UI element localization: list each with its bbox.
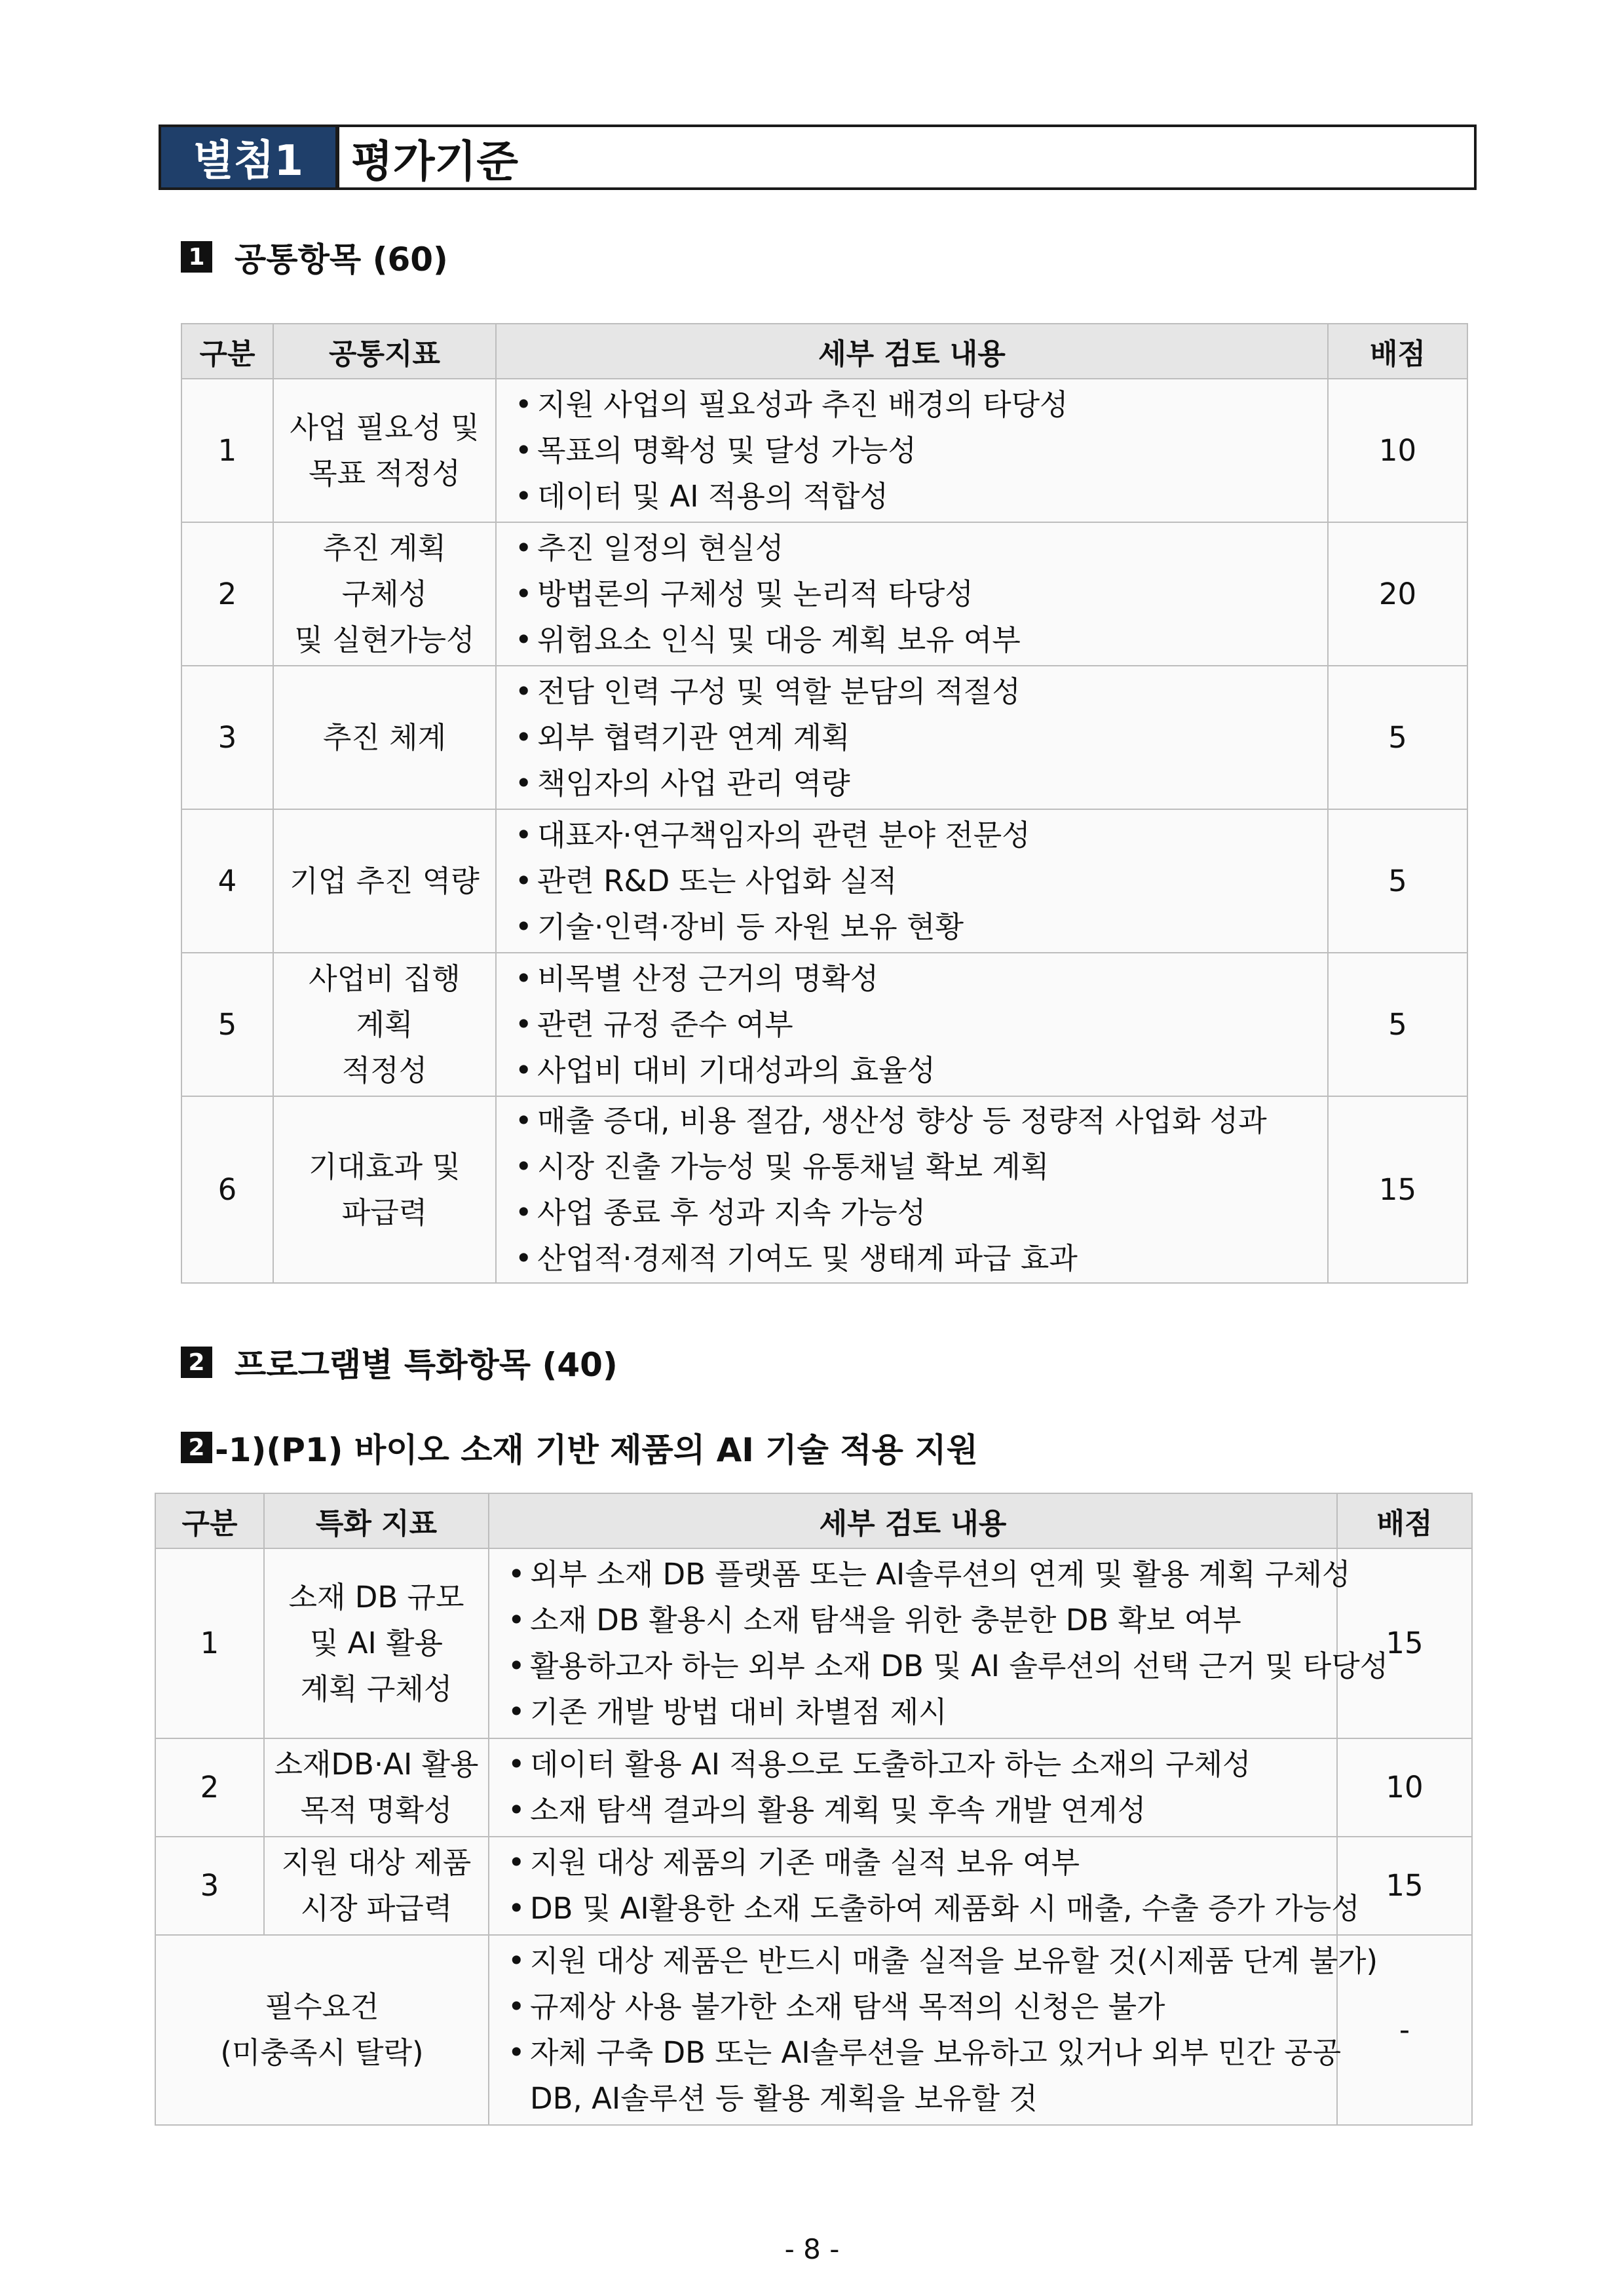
common-items-table <box>181 323 1468 1284</box>
details-cell <box>496 1096 1328 1283</box>
detail-line <box>508 2076 1332 2122</box>
bullet-icon: • <box>508 1989 525 2024</box>
bullet-icon: • <box>515 1103 533 1138</box>
detail-line <box>515 1098 1323 1144</box>
detail-text: 방법론의 구체성 및 논리적 타당성 <box>537 576 973 611</box>
page-number: - 8 - <box>784 2233 840 2265</box>
bullet-icon: • <box>515 1240 533 1276</box>
score-cell: 15 <box>1337 1548 1472 1738</box>
bullet-icon: • <box>515 1195 533 1230</box>
detail-text: DB, AI솔루션 등 활용 계획을 보유할 것 <box>530 2081 1038 2116</box>
bullet-icon: • <box>508 1793 525 1827</box>
indicator-cell <box>273 522 496 666</box>
detail-line <box>515 382 1323 428</box>
detail-line <box>508 1598 1332 1643</box>
detail-line <box>515 1190 1323 1236</box>
column-header: 세부 검토 내용 <box>489 1493 1337 1548</box>
row-number: 5 <box>181 953 273 1096</box>
detail-text: 추진 일정의 현실성 <box>537 530 784 565</box>
indicator-line: 구체성 <box>341 576 428 611</box>
bullet-icon: • <box>508 1891 525 1926</box>
bullet-icon: • <box>515 478 533 514</box>
indicator-line: 추진 계획 <box>322 530 447 565</box>
table-row <box>155 1837 1472 1935</box>
score-cell: 15 <box>1337 1837 1472 1935</box>
detail-line <box>515 813 1323 858</box>
bullet-icon: • <box>508 1649 525 1683</box>
detail-text: 규제상 사용 불가한 소재 탐색 목적의 신청은 불가 <box>530 1989 1165 2024</box>
table-header-row <box>181 324 1467 379</box>
indicator-cell <box>273 953 496 1096</box>
detail-text: 지원 사업의 필요성과 추진 배경의 타당성 <box>537 387 1068 422</box>
row-number: 6 <box>181 1096 273 1283</box>
column-header: 공통지표 <box>273 324 496 379</box>
indicator-line: 및 AI 활용 <box>309 1626 444 1660</box>
detail-line <box>508 1552 1351 1598</box>
indicator-line: 적정성 <box>341 1052 428 1088</box>
bullet-icon: • <box>515 530 533 565</box>
special-items-table <box>155 1493 1473 2126</box>
details-cell <box>496 666 1328 809</box>
requirement-row <box>155 1935 1472 2125</box>
score-cell: 20 <box>1328 522 1467 666</box>
detail-line <box>515 715 1323 761</box>
bullet-icon: • <box>515 622 533 657</box>
section1-title: 공통항목 (60) <box>235 240 448 278</box>
detail-line <box>515 526 1323 571</box>
column-header: 구분 <box>155 1493 264 1548</box>
detail-line <box>508 1938 1378 1984</box>
detail-line <box>508 1788 1332 1833</box>
column-header: 구분 <box>181 324 273 379</box>
details-cell <box>496 809 1328 953</box>
detail-text: 전담 인력 구성 및 역할 분담의 적절성 <box>537 674 1021 709</box>
row-number: 4 <box>181 809 273 953</box>
attachment-header <box>159 124 1477 190</box>
indicator-cell <box>273 1096 496 1283</box>
detail-line <box>515 1144 1323 1190</box>
bullet-icon: • <box>515 909 533 944</box>
detail-text: 비목별 산정 근거의 명확성 <box>537 961 879 996</box>
bullet-icon: • <box>508 1943 525 1978</box>
detail-line <box>515 428 1323 474</box>
bullet-icon: • <box>515 1006 533 1042</box>
indicator-cell <box>264 1837 489 1935</box>
table-row <box>181 1096 1467 1283</box>
indicator-line: 계획 <box>356 1006 413 1042</box>
detail-text: DB 및 AI활용한 소재 도출하여 제품화 시 매출, 수출 증가 가능성 <box>530 1891 1360 1926</box>
column-header: 배점 <box>1337 1493 1472 1548</box>
detail-line <box>508 2030 1342 2076</box>
indicator-line: 소재 DB 규모 <box>288 1580 464 1615</box>
bullet-icon: • <box>508 1557 525 1592</box>
score-cell: 5 <box>1328 666 1467 809</box>
indicator-line: 기업 추진 역량 <box>290 863 480 898</box>
section2-1-number-badge: 2 <box>181 1432 212 1463</box>
score-cell: 10 <box>1328 379 1467 522</box>
row-number: 2 <box>155 1738 264 1837</box>
section2-1-title: -1)(P1) 바이오 소재 기반 제품의 AI 기술 적용 지원 <box>215 1431 978 1469</box>
bullet-icon: • <box>515 576 533 611</box>
column-header: 배점 <box>1328 324 1467 379</box>
row-number: 1 <box>155 1548 264 1738</box>
table-row <box>181 953 1467 1096</box>
detail-line <box>515 1002 1323 1048</box>
indicator-line: 소재DB·AI 활용 <box>274 1747 479 1782</box>
detail-line <box>508 1742 1332 1788</box>
section2-heading <box>181 1339 618 1386</box>
details-cell <box>489 1548 1389 1738</box>
score-cell: 5 <box>1328 953 1467 1096</box>
indicator-line: 사업 필요성 및 <box>290 410 480 445</box>
bullet-icon: • <box>508 1747 525 1782</box>
score-cell: 5 <box>1328 809 1467 953</box>
detail-text: 데이터 및 AI 적용의 적합성 <box>537 478 888 514</box>
indicator-line: 계획 구체성 <box>300 1672 453 1706</box>
indicator-line: 기대효과 및 <box>309 1149 461 1184</box>
detail-text: 관련 규정 준수 여부 <box>537 1006 793 1042</box>
detail-line <box>515 1048 1323 1094</box>
attachment-label: 별첨1 <box>161 127 339 187</box>
bullet-icon: • <box>508 1603 525 1637</box>
table-row <box>181 522 1467 666</box>
detail-line <box>515 669 1323 715</box>
detail-text: 데이터 활용 AI 적용으로 도출하고자 하는 소재의 구체성 <box>530 1747 1251 1782</box>
column-header: 세부 검토 내용 <box>496 324 1328 379</box>
detail-line <box>515 761 1323 807</box>
detail-text: 외부 소재 DB 플랫폼 또는 AI솔루션의 연계 및 활용 계획 구체성 <box>530 1557 1351 1592</box>
page-title: 평가기준 <box>351 136 519 187</box>
bullet-icon: • <box>515 719 533 755</box>
detail-text: 책임자의 사업 관리 역량 <box>537 765 850 801</box>
indicator-cell <box>264 1548 489 1738</box>
detail-line <box>508 1840 1332 1886</box>
section2-number-badge: 2 <box>181 1347 212 1378</box>
detail-text: 자체 구축 DB 또는 AI솔루션을 보유하고 있거나 외부 민간 공공 <box>530 2035 1342 2070</box>
indicator-cell <box>273 379 496 522</box>
detail-text: 사업 종료 후 성과 지속 가능성 <box>537 1195 926 1230</box>
indicator-cell <box>273 809 496 953</box>
score-cell: 10 <box>1337 1738 1472 1837</box>
bullet-icon: • <box>515 863 533 898</box>
detail-text: 지원 대상 제품의 기존 매출 실적 보유 여부 <box>530 1845 1080 1880</box>
bullet-icon: • <box>515 674 533 709</box>
detail-line <box>508 1689 1332 1735</box>
detail-line <box>515 1236 1323 1282</box>
bullet-icon: • <box>515 765 533 801</box>
indicator-line: 지원 대상 제품 <box>281 1845 472 1880</box>
detail-text: 대표자·연구책임자의 관련 분야 전문성 <box>537 817 1030 852</box>
detail-line <box>508 1886 1360 1932</box>
requirement-details <box>489 1935 1378 2125</box>
detail-text: 관련 R&D 또는 사업화 실적 <box>537 863 897 898</box>
section2-1-heading <box>181 1424 978 1471</box>
details-cell <box>496 379 1328 522</box>
detail-line <box>515 571 1323 617</box>
bullet-icon: • <box>515 817 533 852</box>
bullet-icon: • <box>515 1052 533 1088</box>
detail-text: 활용하고자 하는 외부 소재 DB 및 AI 솔루션의 선택 근거 및 타당성 <box>530 1649 1389 1683</box>
table-header-row <box>155 1493 1472 1548</box>
indicator-cell <box>264 1738 489 1837</box>
column-header: 특화 지표 <box>264 1493 489 1548</box>
requirement-label <box>155 1935 489 2125</box>
indicator-line: 추진 체계 <box>322 719 447 755</box>
table-row <box>181 809 1467 953</box>
detail-text: 소재 DB 활용시 소재 탐색을 위한 충분한 DB 확보 여부 <box>530 1603 1241 1637</box>
indicator-cell <box>273 666 496 809</box>
detail-text: 위험요소 인식 및 대응 계획 보유 여부 <box>537 622 1021 657</box>
details-cell <box>496 522 1328 666</box>
table-row <box>181 666 1467 809</box>
details-cell <box>489 1837 1360 1935</box>
bullet-icon: • <box>515 432 533 468</box>
detail-text: 지원 대상 제품은 반드시 매출 실적을 보유할 것(시제품 단계 불가) <box>530 1943 1378 1978</box>
detail-text: 산업적·경제적 기여도 및 생태계 파급 효과 <box>537 1240 1078 1276</box>
detail-line <box>515 904 1323 950</box>
indicator-line: 파급력 <box>341 1195 428 1230</box>
row-number: 1 <box>181 379 273 522</box>
bullet-icon: • <box>508 1845 525 1880</box>
indicator-line: 목적 명확성 <box>300 1793 453 1827</box>
indicator-line: 시장 파급력 <box>300 1891 453 1926</box>
requirement-label-line: (미충족시 탈락) <box>220 2035 424 2070</box>
detail-text: 사업비 대비 기대성과의 효율성 <box>537 1052 936 1088</box>
section2-title: 프로그램별 특화항목 (40) <box>235 1346 618 1384</box>
details-cell <box>496 953 1328 1096</box>
indicator-line: 및 실현가능성 <box>294 622 475 657</box>
detail-line <box>515 956 1323 1002</box>
bullet-icon: • <box>515 387 533 422</box>
table-row <box>181 379 1467 522</box>
section1-number-badge: 1 <box>181 241 212 273</box>
detail-text: 목표의 명확성 및 달성 가능성 <box>537 432 916 468</box>
score-cell: 15 <box>1328 1096 1467 1283</box>
indicator-line: 목표 적정성 <box>309 455 461 491</box>
score-cell: - <box>1337 1935 1472 2125</box>
detail-line <box>515 474 1323 520</box>
table-row <box>155 1738 1472 1837</box>
details-cell <box>489 1738 1337 1837</box>
indicator-line: 사업비 집행 <box>309 961 461 996</box>
bullet-icon: • <box>515 961 533 996</box>
detail-line <box>508 1984 1332 2030</box>
detail-line <box>515 858 1323 904</box>
detail-text: 소재 탐색 결과의 활용 계획 및 후속 개발 연계성 <box>530 1793 1146 1827</box>
detail-text: 매출 증대, 비용 절감, 생산성 향상 등 정량적 사업화 성과 <box>537 1103 1267 1138</box>
detail-text: 기술·인력·장비 등 자원 보유 현황 <box>537 909 964 944</box>
row-number: 3 <box>181 666 273 809</box>
bullet-icon: • <box>508 1694 525 1729</box>
detail-line <box>508 1643 1389 1689</box>
section1-heading <box>181 233 448 280</box>
detail-text: 기존 개발 방법 대비 차별점 제시 <box>530 1694 947 1729</box>
detail-line <box>515 617 1323 663</box>
row-number: 2 <box>181 522 273 666</box>
table-row <box>155 1548 1472 1738</box>
detail-text: 외부 협력기관 연계 계획 <box>537 719 850 755</box>
bullet-icon: • <box>515 1149 533 1184</box>
bullet-icon: • <box>508 2035 525 2070</box>
detail-text: 시장 진출 가능성 및 유통채널 확보 계획 <box>537 1149 1049 1184</box>
row-number: 3 <box>155 1837 264 1935</box>
requirement-label-line: 필수요건 <box>265 1989 379 2024</box>
